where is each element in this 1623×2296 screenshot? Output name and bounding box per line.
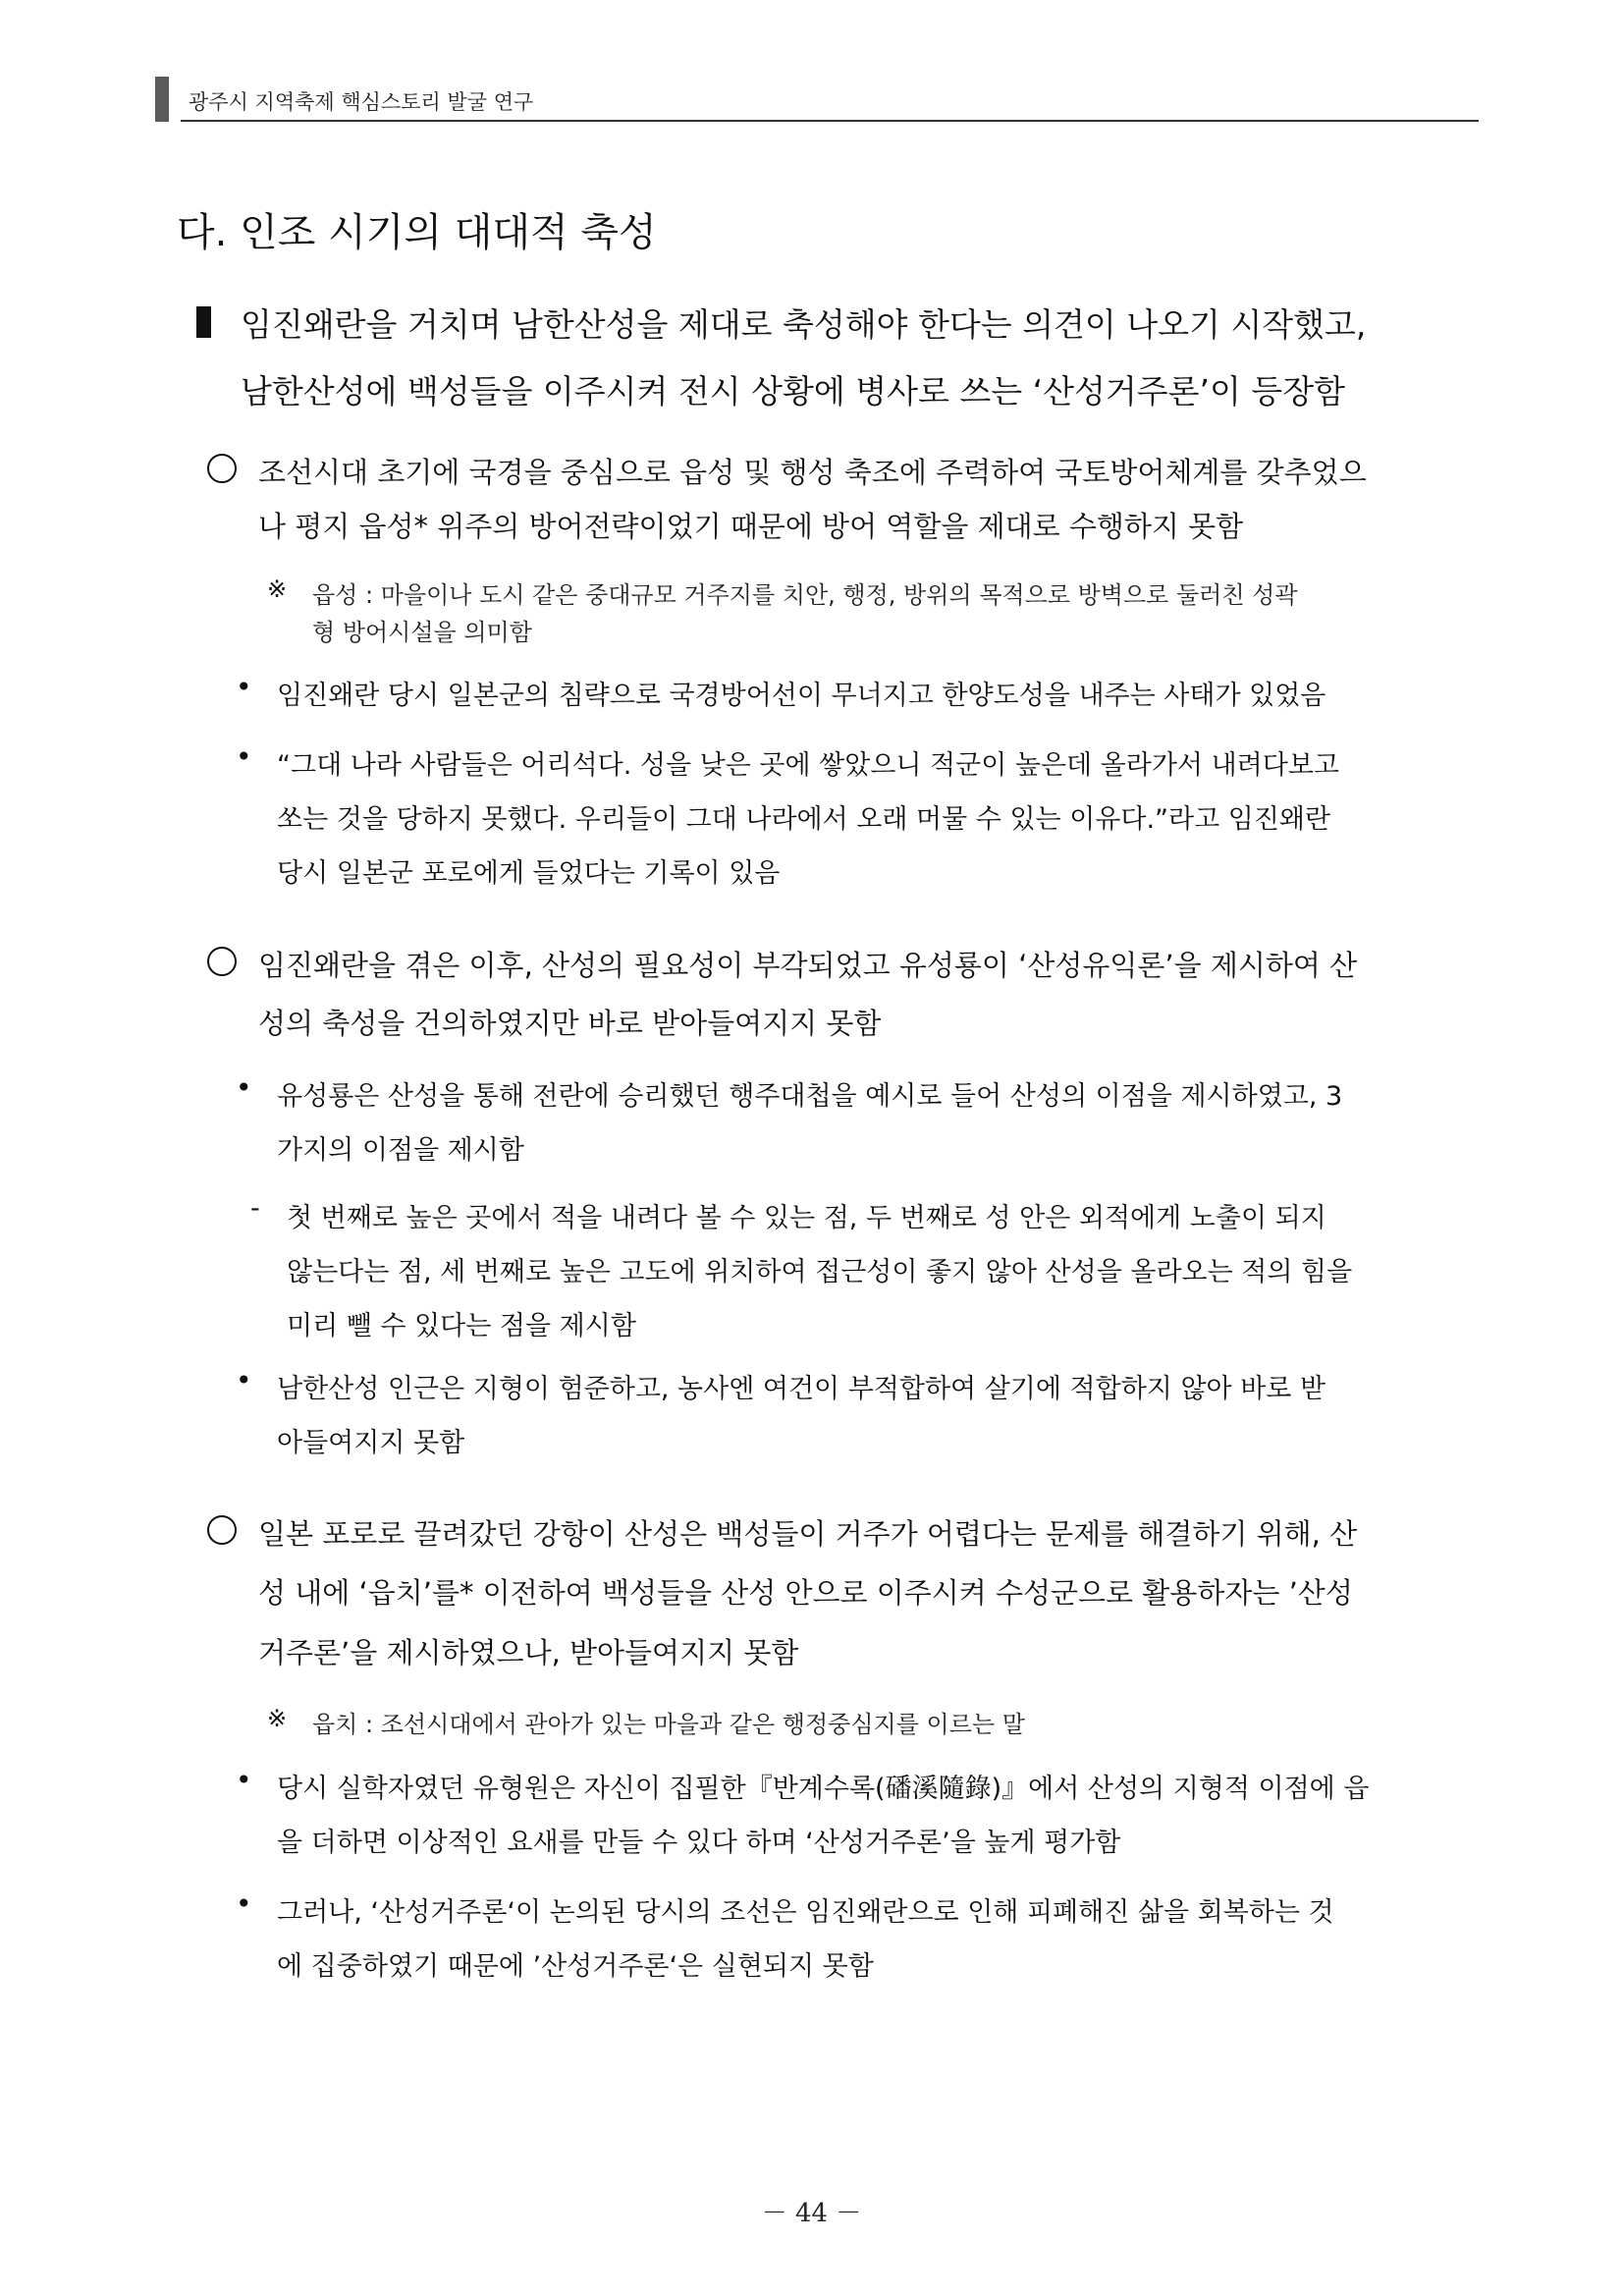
block3-bullet1-line-1: 당시 실학자였던 유형원은 자신이 집필한『반계수록(磻溪隨錄)』에서 산성의 지형적 이점에 읍 bbox=[277, 1774, 1370, 1804]
block2-main-line-2: 성의 축성을 건의하였지만 바로 받아들여지지 못함 bbox=[258, 1007, 882, 1040]
block3-note-line-1: 읍치 : 조선시대에서 관아가 있는 마을과 같은 행정중심지를 이르는 말 bbox=[312, 1711, 1025, 1738]
note-mark: ※ bbox=[267, 1705, 288, 1732]
block3-main-line-2: 성 내에 ‘읍치’를* 이전하여 백성들을 산성 안으로 이주시켜 수성군으로 활용하자는 ’산성 bbox=[258, 1576, 1353, 1610]
header-rule bbox=[181, 120, 1479, 122]
bullet-dot: • bbox=[236, 1887, 252, 1920]
block2-bullet1-line-1: 유성룡은 산성을 통해 전란에 승리했던 행주대첩을 예시로 들어 산성의 이점을 제시하였고, 3 bbox=[277, 1081, 1343, 1112]
header-accent-bar bbox=[155, 77, 169, 122]
block3-main-line-3: 거주론’을 제시하였으나, 받아들여지지 못함 bbox=[258, 1636, 799, 1669]
block1-bullet2-line-3: 당시 일본군 포로에게 들었다는 기록이 있음 bbox=[277, 858, 781, 889]
block1-note-line-1: 읍성 : 마을이나 도시 같은 중대규모 거주지를 치안, 행정, 방위의 목적으로 방벽으로 둘러친 성곽 bbox=[312, 581, 1298, 609]
circle-bullet-icon bbox=[207, 1515, 237, 1545]
dash-mark: - bbox=[250, 1193, 260, 1224]
block1-main-line-2: 나 평지 읍성* 위주의 방어전략이었기 때문에 방어 역할을 제대로 수행하지 못함 bbox=[258, 510, 1244, 543]
square-bullet-icon bbox=[196, 306, 211, 338]
block1-bullet1-line-1: 임진왜란 당시 일본군의 침략으로 국경방어선이 무너지고 한양도성을 내주는 사태가 있었음 bbox=[277, 681, 1326, 711]
bullet-dot: • bbox=[236, 1364, 252, 1396]
block2-dash-line-2: 않는다는 점, 세 번째로 높은 고도에 위치하여 접근성이 좋지 않아 산성을 올라오는 적의 힘을 bbox=[287, 1257, 1353, 1287]
block3-bullet1-line-2: 을 더하면 이상적인 요새를 만들 수 있다 하며 ‘산성거주론’을 높게 평가함 bbox=[277, 1828, 1121, 1858]
block2-dash-line-3: 미리 뺄 수 있다는 점을 제시함 bbox=[287, 1311, 636, 1341]
running-header bbox=[155, 77, 1479, 122]
bullet-dot: • bbox=[236, 671, 252, 703]
lead-line-2: 남한산성에 백성들을 이주시켜 전시 상황에 병사로 쓰는 ‘산성거주론’이 등장함 bbox=[241, 372, 1345, 410]
circle-bullet-icon bbox=[207, 947, 237, 976]
block3-main-line-1: 일본 포로로 끌려갔던 강항이 산성은 백성들이 거주가 어렵다는 문제를 해결하기 위해, 산 bbox=[258, 1517, 1358, 1551]
note-mark: ※ bbox=[267, 575, 288, 603]
page-number: － 44 － bbox=[761, 2199, 862, 2228]
block1-note-line-2: 형 방어시설을 의미함 bbox=[312, 619, 532, 646]
block1-main-line-1: 조선시대 초기에 국경을 중심으로 읍성 및 행성 축조에 주력하여 국토방어체계를 갖추었으 bbox=[258, 456, 1367, 489]
block1-bullet2-line-1: “그대 나라 사람들은 어리석다. 성을 낮은 곳에 쌓았으니 적군이 높은데 올라가서 내려다보고 bbox=[277, 750, 1340, 781]
block2-bullet2-line-1: 남한산성 인근은 지형이 험준하고, 농사엔 여건이 부적합하여 살기에 적합하지 않아 바로 받 bbox=[277, 1374, 1326, 1404]
section-title: 다. 인조 시기의 대대적 축성 bbox=[177, 210, 657, 255]
block3-bullet2-line-2: 에 집중하였기 때문에 ’산성거주론‘은 실현되지 못함 bbox=[277, 1951, 874, 1982]
block2-bullet1-line-2: 가지의 이점을 제시함 bbox=[277, 1135, 524, 1166]
block1-bullet2-line-2: 쏘는 것을 당하지 못했다. 우리들이 그대 나라에서 오래 머물 수 있는 이유다.”라고 임진왜란 bbox=[277, 804, 1331, 835]
block2-bullet2-line-2: 아들여지지 못함 bbox=[277, 1428, 465, 1458]
lead-line-1: 임진왜란을 거치며 남한산성을 제대로 축성해야 한다는 의견이 나오기 시작했고, bbox=[241, 305, 1367, 344]
circle-bullet-icon bbox=[207, 454, 237, 483]
bullet-dot: • bbox=[236, 740, 252, 773]
bullet-dot: • bbox=[236, 1071, 252, 1104]
block2-main-line-1: 임진왜란을 겪은 이후, 산성의 필요성이 부각되었고 유성룡이 ‘산성유익론’을 제시하여 산 bbox=[258, 949, 1358, 982]
bullet-dot: • bbox=[236, 1764, 252, 1796]
block3-bullet2-line-1: 그러나, ‘산성거주론‘이 논의된 당시의 조선은 임진왜란으로 인해 피폐해진 삶을 회복하는 것 bbox=[277, 1897, 1334, 1928]
block2-dash-line-1: 첫 번째로 높은 곳에서 적을 내려다 볼 수 있는 점, 두 번째로 성 안은 외적에게 노출이 되지 bbox=[287, 1203, 1326, 1233]
header-title: 광주시 지역축제 핵심스토리 발굴 연구 bbox=[189, 90, 534, 114]
